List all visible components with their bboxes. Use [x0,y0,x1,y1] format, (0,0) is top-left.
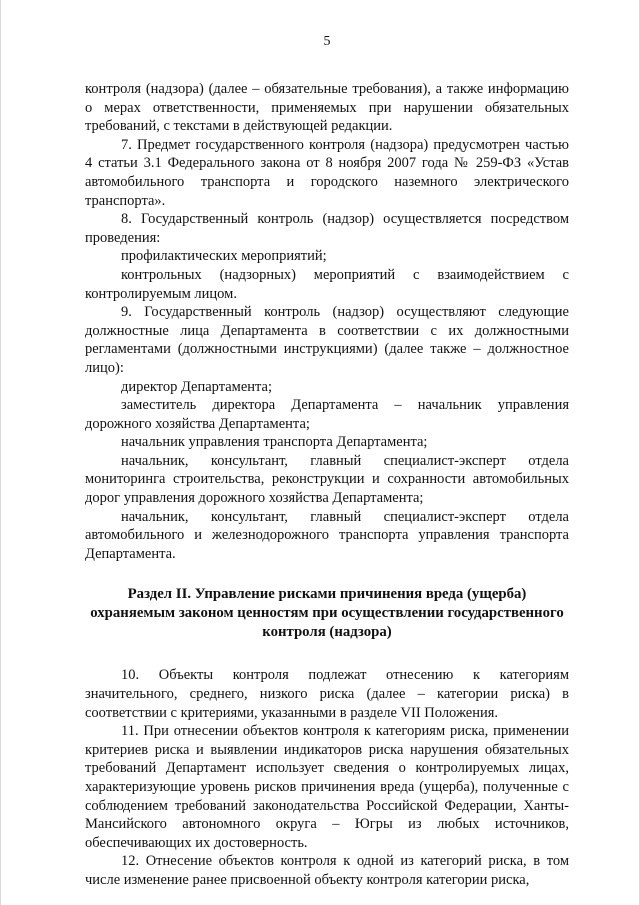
paragraph: контроля (надзора) (далее – обязательные требования), а также информацию о мерах ответственности, применяемых при нарушении обязательных требований, с текстами в действующей редакции. [85,81,569,135]
list-item: заместитель директора Департамента – начальник управления дорожного хозяйства Департамента; [85,397,569,432]
list-item: начальник, консультант, главный специалист-эксперт отдела мониторинга строительства, реконструкции и сохранности автомобильных дорог управления дорожного хозяйства Департамента; [85,452,569,507]
section-heading: Раздел II. Управление рисками причинения вреда (ущерба) охраняемым законом ценностям при осуществлении государственного контроля (надзора) [90,586,564,641]
list-item: контрольных (надзорных) мероприятий с взаимодействием с контролируемым лицом. [85,266,569,302]
list-item: профилактических мероприятий; [121,248,327,265]
list-item: начальник управления транспорта Департамента; [121,434,428,451]
paragraph: 8. Государственный контроль (надзор) осуществляется посредством проведения: [85,211,569,246]
paragraph: 11. При отнесении объектов контроля к категориям риска, применении критериев риска и выявлении индикаторов риска нарушения обязательных требований Департамент использует сведения о контролируемых лицах, характеризующие уровень рисков причинения вреда (ущерба), полученные с соблюдением требований законодательства Российской Федерации, Ханты-Мансийского автономного округа – Югры из любых источников, обеспечивающих их достоверность. [85,723,569,851]
paragraph: 9. Государственный контроль (надзор) осуществляют следующие должностные лица Департамента в соответствии с их должностными регламентами (должностными инструкциями) (далее также – должностное лицо): [85,304,569,376]
body-bottom [85,666,569,889]
paragraph: 10. Объекты контроля подлежат отнесению к категориям значительного, среднего, низкого риска (далее – категории риска) в соответствии с критериями, указанными в разделе VII Положения. [85,667,569,721]
paragraph: 12. Отнесение объектов контроля к одной из категорий риска, в том числе изменение ранее присвоенной объекту контроля категории риска, [85,853,569,888]
body-top [85,80,569,563]
list-item: директор Департамента; [121,378,273,395]
list-item: начальник, консультант, главный специалист-эксперт отдела автомобильного и железнодорожного транспорта управления транспорта Департамента. [85,508,569,562]
paragraph: 7. Предмет государственного контроля (надзора) предусмотрен частью 4 статьи 3.1 Федерального закона от 8 ноября 2007 года № 259-ФЗ «Устав автомобильного транспорта и городского наземного электрического транспорта». [85,136,569,209]
page-number: 5 [323,34,331,49]
